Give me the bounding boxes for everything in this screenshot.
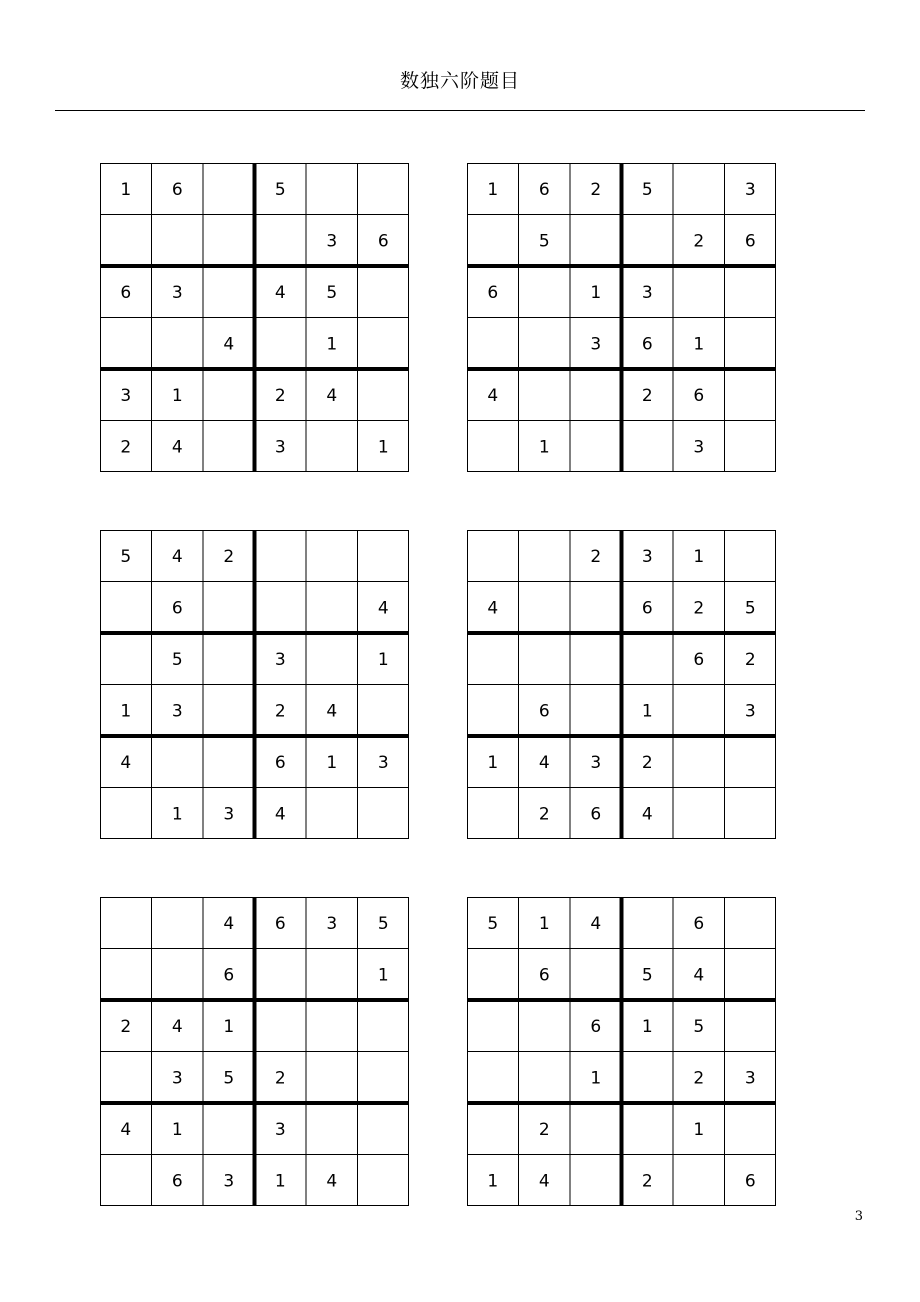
sudoku-cell: 4 bbox=[538, 1171, 550, 1192]
sudoku-grid-5 bbox=[100, 897, 409, 1206]
sudoku-cell: 4 bbox=[171, 1016, 183, 1037]
sudoku-cell: 5 bbox=[538, 231, 550, 252]
sudoku-cell: 6 bbox=[171, 179, 183, 200]
sudoku-cell: 6 bbox=[538, 965, 550, 986]
sudoku-cell: 3 bbox=[377, 752, 389, 773]
sudoku-grid-1 bbox=[100, 163, 409, 472]
sudoku-cell: 6 bbox=[487, 282, 499, 303]
page-number: 3 bbox=[854, 1209, 863, 1224]
sudoku-cell: 2 bbox=[538, 1119, 550, 1140]
sudoku-cell: 4 bbox=[693, 965, 705, 986]
sudoku-cell: 3 bbox=[641, 282, 653, 303]
sudoku-cell: 2 bbox=[693, 1068, 705, 1089]
sudoku-cell: 2 bbox=[641, 1171, 653, 1192]
sudoku-cell: 4 bbox=[120, 1119, 132, 1140]
sudoku-cell: 5 bbox=[377, 913, 389, 934]
sudoku-cell: 4 bbox=[274, 282, 286, 303]
sudoku-cell: 3 bbox=[171, 1068, 183, 1089]
sudoku-cell: 5 bbox=[120, 546, 132, 567]
sudoku-cell: 3 bbox=[693, 437, 705, 458]
sudoku-cell: 3 bbox=[274, 1119, 286, 1140]
sudoku-cell: 2 bbox=[641, 752, 653, 773]
sudoku-cell: 3 bbox=[223, 1171, 235, 1192]
sudoku-cell: 1 bbox=[538, 913, 550, 934]
sudoku-cell: 6 bbox=[274, 752, 286, 773]
sudoku-board bbox=[100, 163, 409, 472]
sudoku-cell: 2 bbox=[744, 649, 756, 670]
sudoku-cell: 1 bbox=[171, 804, 183, 825]
sudoku-cell: 1 bbox=[693, 1119, 705, 1140]
sudoku-cell: 6 bbox=[693, 385, 705, 406]
sudoku-cell: 5 bbox=[693, 1016, 705, 1037]
sudoku-cell: 2 bbox=[538, 804, 550, 825]
sudoku-cell: 5 bbox=[641, 179, 653, 200]
sudoku-cell: 2 bbox=[274, 1068, 286, 1089]
sudoku-cell: 1 bbox=[641, 701, 653, 722]
sudoku-cell: 6 bbox=[744, 231, 756, 252]
sudoku-grid-2 bbox=[467, 163, 776, 472]
sudoku-cell: 4 bbox=[326, 1171, 338, 1192]
sudoku-cell: 1 bbox=[590, 282, 602, 303]
sudoku-cell: 1 bbox=[171, 385, 183, 406]
sudoku-cell: 6 bbox=[538, 179, 550, 200]
sudoku-cell: 5 bbox=[641, 965, 653, 986]
sudoku-cell: 6 bbox=[744, 1171, 756, 1192]
sudoku-cell: 5 bbox=[274, 179, 286, 200]
header-rule bbox=[55, 110, 865, 111]
sudoku-cell: 1 bbox=[120, 179, 132, 200]
sudoku-cell: 4 bbox=[223, 913, 235, 934]
sudoku-cell: 1 bbox=[487, 1171, 499, 1192]
sudoku-cell: 4 bbox=[223, 334, 235, 355]
sudoku-cell: 1 bbox=[538, 437, 550, 458]
sudoku-cell: 3 bbox=[744, 1068, 756, 1089]
sudoku-grid-6 bbox=[467, 897, 776, 1206]
sudoku-cell: 4 bbox=[120, 752, 132, 773]
sudoku-cell: 6 bbox=[120, 282, 132, 303]
sudoku-cell: 1 bbox=[641, 1016, 653, 1037]
sudoku-cell: 3 bbox=[326, 231, 338, 252]
sudoku-cell: 4 bbox=[538, 752, 550, 773]
sudoku-cell: 3 bbox=[171, 701, 183, 722]
sudoku-board bbox=[467, 897, 776, 1206]
sudoku-cell: 4 bbox=[377, 598, 389, 619]
sudoku-cell: 2 bbox=[274, 701, 286, 722]
sudoku-cell: 4 bbox=[171, 437, 183, 458]
sudoku-cell: 1 bbox=[693, 334, 705, 355]
sudoku-cell: 2 bbox=[590, 179, 602, 200]
sudoku-cell: 6 bbox=[641, 598, 653, 619]
sudoku-cell: 1 bbox=[377, 649, 389, 670]
sudoku-cell: 4 bbox=[274, 804, 286, 825]
sudoku-cell: 1 bbox=[487, 179, 499, 200]
sudoku-cell: 1 bbox=[274, 1171, 286, 1192]
sudoku-cell: 1 bbox=[326, 334, 338, 355]
sudoku-cell: 5 bbox=[744, 598, 756, 619]
sudoku-cell: 3 bbox=[171, 282, 183, 303]
sudoku-cell: 3 bbox=[274, 437, 286, 458]
sudoku-cell: 3 bbox=[274, 649, 286, 670]
sudoku-board bbox=[467, 163, 776, 472]
sudoku-cell: 2 bbox=[693, 598, 705, 619]
sudoku-cell: 6 bbox=[693, 649, 705, 670]
sudoku-cell: 5 bbox=[326, 282, 338, 303]
sudoku-cell: 6 bbox=[171, 1171, 183, 1192]
sudoku-cell: 6 bbox=[377, 231, 389, 252]
sudoku-cell: 1 bbox=[487, 752, 499, 773]
sudoku-cell: 5 bbox=[171, 649, 183, 670]
sudoku-cell: 1 bbox=[326, 752, 338, 773]
sudoku-cell: 3 bbox=[223, 804, 235, 825]
sudoku-cell: 3 bbox=[641, 546, 653, 567]
sudoku-cell: 2 bbox=[223, 546, 235, 567]
sudoku-cell: 6 bbox=[641, 334, 653, 355]
sudoku-cell: 3 bbox=[744, 701, 756, 722]
sudoku-cell: 6 bbox=[171, 598, 183, 619]
sudoku-cell: 1 bbox=[171, 1119, 183, 1140]
sudoku-cell: 2 bbox=[274, 385, 286, 406]
sudoku-cell: 1 bbox=[377, 965, 389, 986]
sudoku-grid-4 bbox=[467, 530, 776, 839]
sudoku-cell: 4 bbox=[326, 385, 338, 406]
sudoku-cell: 6 bbox=[693, 913, 705, 934]
sudoku-cell: 4 bbox=[590, 913, 602, 934]
sudoku-cell: 2 bbox=[590, 546, 602, 567]
sudoku-cell: 4 bbox=[171, 546, 183, 567]
sudoku-cell: 3 bbox=[590, 752, 602, 773]
sudoku-board bbox=[100, 897, 409, 1206]
sudoku-cell: 4 bbox=[487, 598, 499, 619]
sudoku-cell: 1 bbox=[223, 1016, 235, 1037]
sudoku-board bbox=[100, 530, 409, 839]
sudoku-cell: 4 bbox=[326, 701, 338, 722]
sudoku-grid-3 bbox=[100, 530, 409, 839]
sudoku-cell: 2 bbox=[641, 385, 653, 406]
sudoku-cell: 2 bbox=[693, 231, 705, 252]
sudoku-cell: 1 bbox=[590, 1068, 602, 1089]
page-title: 数独六阶题目 bbox=[399, 70, 520, 92]
sudoku-cell: 6 bbox=[590, 1016, 602, 1037]
sudoku-cell: 2 bbox=[120, 1016, 132, 1037]
sudoku-cell: 3 bbox=[590, 334, 602, 355]
sudoku-cell: 6 bbox=[223, 965, 235, 986]
sudoku-cell: 2 bbox=[120, 437, 132, 458]
sudoku-cell: 1 bbox=[377, 437, 389, 458]
sudoku-cell: 3 bbox=[120, 385, 132, 406]
sudoku-cell: 6 bbox=[274, 913, 286, 934]
sudoku-cell: 5 bbox=[487, 913, 499, 934]
sudoku-cell: 1 bbox=[120, 701, 132, 722]
sudoku-cell: 4 bbox=[487, 385, 499, 406]
sudoku-cell: 3 bbox=[326, 913, 338, 934]
sudoku-cell: 5 bbox=[223, 1068, 235, 1089]
sudoku-cell: 6 bbox=[538, 701, 550, 722]
sudoku-board bbox=[467, 530, 776, 839]
sudoku-cell: 6 bbox=[590, 804, 602, 825]
sudoku-cell: 3 bbox=[744, 179, 756, 200]
sudoku-cell: 4 bbox=[641, 804, 653, 825]
sudoku-cell: 1 bbox=[693, 546, 705, 567]
